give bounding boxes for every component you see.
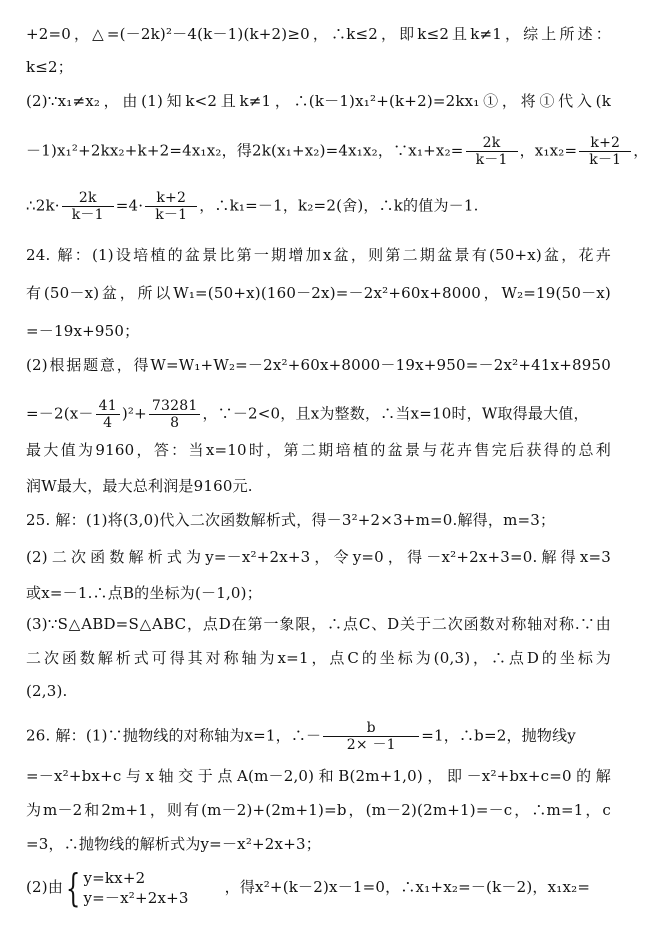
fraction — [323, 720, 419, 753]
text-line: 润W最大，最大总利润是9160元. — [26, 477, 253, 495]
text-segment: =4· — [115, 196, 144, 215]
text-line: 为m－2和2m+1，则有(m－2)+(2m+1)=b，(m－2)(2m+1)=－c，∴m=1，c — [26, 801, 611, 819]
text-line: 25. 解：(1)将(3,0)代入二次函数解析式，得－3²+2×3+m=0.解得，m=3； — [26, 511, 556, 529]
left-brace-icon: { — [65, 866, 81, 910]
text-line: 最大值为9160，答：当x=10时，第二期培植的盆景与花卉售完后获得的总利 — [26, 441, 611, 459]
text-line: 二次函数解析式可得其对称轴为x=1，点C的坐标为(0,3)，∴点D的坐标为 — [26, 649, 611, 667]
text-line: 24. 解：(1)设培植的盆景比第一期增加x盆，则第二期盆景有(50+x)盆，花卉 — [26, 246, 611, 264]
text-line: (2)∵x₁≠x₂，由(1)知k<2且k≠1，∴(k－1)x₁²+(k+2)=2kx₁①，将①代入(k — [26, 92, 611, 110]
fraction — [466, 135, 518, 168]
fraction-denominator: 8 — [170, 415, 180, 431]
fraction — [149, 398, 201, 431]
text-segment: ， — [633, 141, 649, 160]
text-segment: =1，∴b=2，抛物线y — [421, 726, 576, 745]
fraction-numerator: 73281 — [149, 398, 201, 415]
text-line — [26, 868, 611, 908]
equation-row: y=－x²+2x+3 — [83, 889, 189, 907]
text-segment: (2)由 — [26, 878, 64, 896]
fraction-numerator: 2k — [466, 135, 518, 152]
text-segment: =－2(x－ — [26, 404, 94, 423]
text-line: =3，∴抛物线的解析式为y=－x²+2x+3； — [26, 835, 321, 853]
fraction-numerator: k+2 — [579, 135, 631, 152]
text-segment: )²+ — [121, 404, 147, 423]
text-segment: ，∴k₁=－1，k₂=2(舍)，∴k的值为－1. — [199, 196, 479, 215]
fraction-denominator: 2× －1 — [346, 737, 396, 753]
text-line: =－19x+950； — [26, 322, 140, 340]
text-line — [26, 190, 611, 223]
equation-row: y=kx+2 — [83, 869, 146, 887]
equation-system — [83, 868, 188, 908]
fraction — [145, 190, 197, 223]
text-line — [26, 398, 611, 431]
fraction-denominator: k－1 — [475, 152, 508, 168]
text-segment: ，x₁x₂= — [519, 141, 578, 160]
text-line — [26, 135, 649, 168]
fraction-denominator: k－1 — [155, 207, 188, 223]
text-line: =－x²+bx+c与x轴交于点A(m－2,0)和B(2m+1,0)，即－x²+bx+c=0的解 — [26, 767, 611, 785]
text-segment: ，得x²+(k－2)x－1=0，∴x₁+x₂=－(k－2)，x₁x₂= — [224, 878, 591, 896]
text-line: (2)根据题意，得W=W₁+W₂=－2x²+60x+8000－19x+950=－2x²+41x+8950 — [26, 356, 611, 374]
text-line: +2=0，△=(－2k)²－4(k－1)(k+2)≥0，∴k≤2，即k≤2且k≠1，综上所述： — [26, 25, 611, 43]
text-line: k≤2； — [26, 58, 74, 76]
fraction-numerator: b — [323, 720, 419, 737]
text-line: (2)二次函数解析式为y=－x²+2x+3，令y=0，得－x²+2x+3=0.解得x=3 — [26, 548, 611, 566]
fraction-denominator: k－1 — [589, 152, 622, 168]
text-segment: ∴2k· — [26, 196, 60, 215]
fraction-numerator: k+2 — [145, 190, 197, 207]
fraction — [579, 135, 631, 168]
text-segment: ，∵－2<0，且x为整数，∴当x=10时，W取得最大值， — [202, 404, 589, 423]
text-line: (2,3). — [26, 682, 68, 700]
text-line: 或x=－1.∴点B的坐标为(－1,0)； — [26, 584, 262, 602]
fraction — [62, 190, 114, 223]
fraction-numerator: 41 — [96, 398, 120, 415]
fraction-denominator: 4 — [103, 415, 113, 431]
text-segment: 26. 解：(1)∵抛物线的对称轴为x=1，∴－ — [26, 726, 322, 745]
fraction — [96, 398, 120, 431]
text-segment: －1)x₁²+2kx₂+k+2=4x₁x₂，得2k(x₁+x₂)=4x₁x₂，∵x₁+x₂= — [26, 141, 464, 160]
text-line: (3)∵S△ABD=S△ABC，点D在第一象限，∴点C、D关于二次函数对称轴对称.∵由 — [26, 615, 611, 633]
text-line — [26, 720, 611, 753]
fraction-denominator: k－1 — [71, 207, 104, 223]
fraction-numerator: 2k — [62, 190, 114, 207]
text-line: 有(50－x)盆，所以W₁=(50+x)(160－2x)=－2x²+60x+8000，W₂=19(50－x) — [26, 284, 611, 302]
